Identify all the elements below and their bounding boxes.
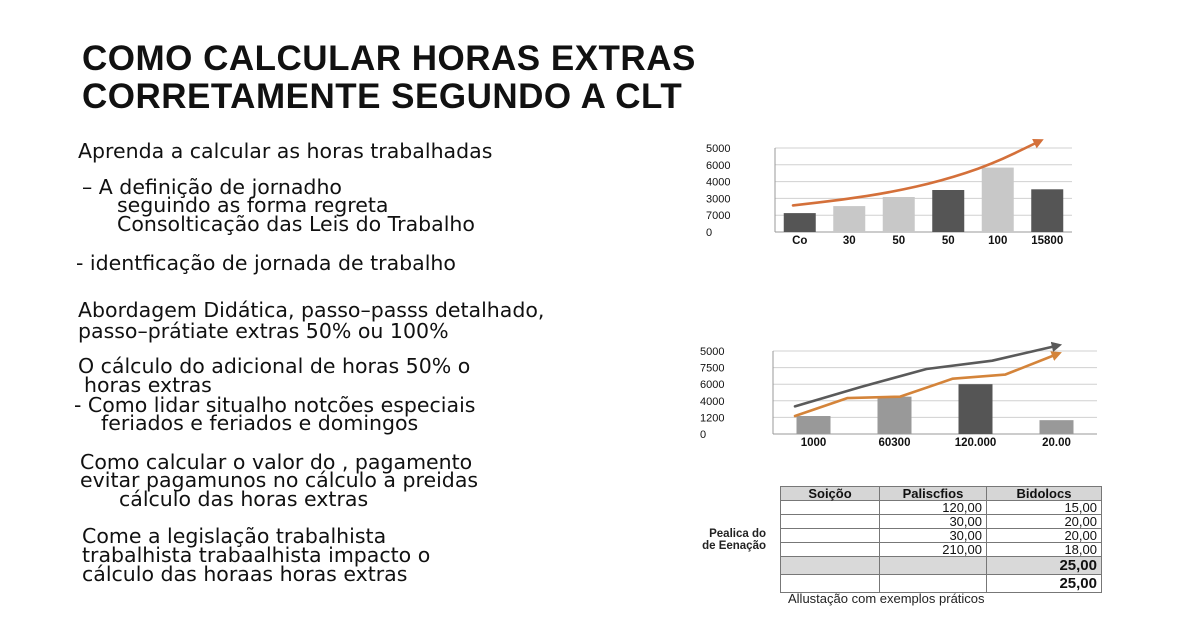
text-line: - identficação de jornada de trabalho bbox=[76, 251, 456, 275]
table-cell bbox=[880, 557, 987, 575]
table-cell: 25,00 bbox=[987, 557, 1102, 575]
y-tick-label: 5000 bbox=[706, 143, 731, 155]
text-line: passo–prátiate extras 50% ou 100% bbox=[78, 319, 449, 343]
x-tick-label: 30 bbox=[842, 235, 856, 247]
bar bbox=[1040, 420, 1074, 434]
trend-line bbox=[795, 345, 1058, 406]
y-tick-label: 7500 bbox=[700, 362, 725, 375]
table-row bbox=[781, 575, 1102, 593]
table-row bbox=[781, 557, 1102, 575]
bar bbox=[982, 168, 1014, 232]
bar bbox=[784, 213, 816, 232]
bar-chart-1 bbox=[670, 125, 1080, 255]
table-row bbox=[781, 529, 1102, 543]
table-row bbox=[781, 515, 1102, 529]
x-tick-label: 15800 bbox=[1031, 235, 1064, 247]
x-tick-label: Co bbox=[792, 235, 808, 247]
y-tick-label: 1200 bbox=[700, 412, 725, 425]
table-side-label bbox=[672, 528, 766, 552]
table-cell: 15,00 bbox=[987, 501, 1102, 515]
text-line: Consolticação das Leis do Trabalho bbox=[117, 212, 475, 236]
x-tick-label: 50 bbox=[892, 235, 906, 247]
table-cell: 210,00 bbox=[880, 543, 987, 557]
bar bbox=[878, 397, 912, 434]
table-cell: 120,00 bbox=[880, 501, 987, 515]
text-line: – A definição de jornadho bbox=[82, 175, 342, 199]
y-tick-label: 6000 bbox=[700, 379, 725, 392]
caption: Allustação com exemplos práticos bbox=[788, 591, 985, 606]
table-cell bbox=[781, 529, 880, 543]
y-tick-label: 6000 bbox=[706, 159, 731, 172]
x-tick-label: 60300 bbox=[878, 437, 911, 449]
title-line-2: CORRETAMENTE SEGUNDO A CLT bbox=[82, 77, 683, 116]
y-tick-label: 4000 bbox=[700, 395, 725, 408]
x-tick-label: 100 bbox=[988, 235, 1008, 247]
y-tick-label: 3000 bbox=[706, 193, 731, 206]
x-tick-label: 50 bbox=[941, 235, 955, 247]
y-tick-label: 4000 bbox=[706, 176, 731, 189]
table-cell: 25,00 bbox=[987, 575, 1102, 593]
table-header: Paliscfios bbox=[880, 487, 987, 501]
title-line-1: COMO CALCULAR HORAS EXTRAS bbox=[82, 39, 696, 78]
table-cell: 18,00 bbox=[987, 543, 1102, 557]
table-cell: 30,00 bbox=[880, 529, 987, 543]
y-tick-label: 7000 bbox=[706, 210, 731, 223]
text-line: cálculo das horaas horas extras bbox=[82, 562, 408, 586]
text-line: Abordagem Didática, passo–passs detalhado, bbox=[78, 298, 545, 322]
table-row bbox=[781, 543, 1102, 557]
table-cell bbox=[781, 575, 880, 593]
table-cell bbox=[781, 557, 880, 575]
text-line: horas extras bbox=[84, 373, 212, 397]
table-cell: 20,00 bbox=[987, 529, 1102, 543]
table-cell bbox=[880, 575, 987, 593]
data-table bbox=[780, 486, 1102, 593]
x-tick-label: 20.00 bbox=[1042, 437, 1071, 449]
bar bbox=[932, 190, 964, 232]
table-cell bbox=[781, 515, 880, 529]
table-header: Bidolocs bbox=[987, 487, 1102, 501]
text-line: Como calcular o valor do , pagamento bbox=[80, 450, 473, 474]
bar bbox=[1031, 189, 1063, 232]
bar bbox=[883, 197, 915, 232]
y-tick-label: 0 bbox=[706, 227, 713, 239]
table-cell: 20,00 bbox=[987, 515, 1102, 529]
side-label-line: de Eenação bbox=[702, 540, 766, 552]
text-line: Come a legislação trabalhista bbox=[82, 524, 387, 548]
trend-line bbox=[795, 354, 1058, 416]
bar-chart-2 bbox=[670, 335, 1100, 455]
x-tick-label: 120.000 bbox=[954, 437, 997, 449]
side-label-line: Pealica do bbox=[709, 528, 766, 540]
text-line: feriados e feriados e domingos bbox=[101, 411, 419, 435]
table-cell: 30,00 bbox=[880, 515, 987, 529]
table-row bbox=[781, 501, 1102, 515]
text-line: evitar pagamunos no cálculo a preidas bbox=[80, 468, 479, 492]
page-title bbox=[82, 40, 696, 116]
text-line: Aprenda a calcular as horas trabalhadas bbox=[78, 139, 493, 163]
text-line: - Como lidar situalho notcões especiais bbox=[74, 393, 476, 417]
text-line: seguindo as forma regreta bbox=[117, 193, 389, 217]
table-cell bbox=[781, 543, 880, 557]
text-line: cálculo das horas extras bbox=[119, 487, 369, 511]
text-line: O cálculo do adicional de horas 50% o bbox=[78, 354, 471, 378]
bar bbox=[959, 384, 993, 434]
bar bbox=[797, 416, 831, 434]
text-line: trabalhista trabaalhista impacto o bbox=[82, 543, 431, 567]
bar bbox=[833, 206, 865, 232]
y-tick-label: 5000 bbox=[700, 346, 725, 358]
x-tick-label: 1000 bbox=[800, 437, 827, 449]
table-cell bbox=[781, 501, 880, 515]
table-header: Soiçõo bbox=[781, 487, 880, 501]
y-tick-label: 0 bbox=[700, 429, 707, 441]
